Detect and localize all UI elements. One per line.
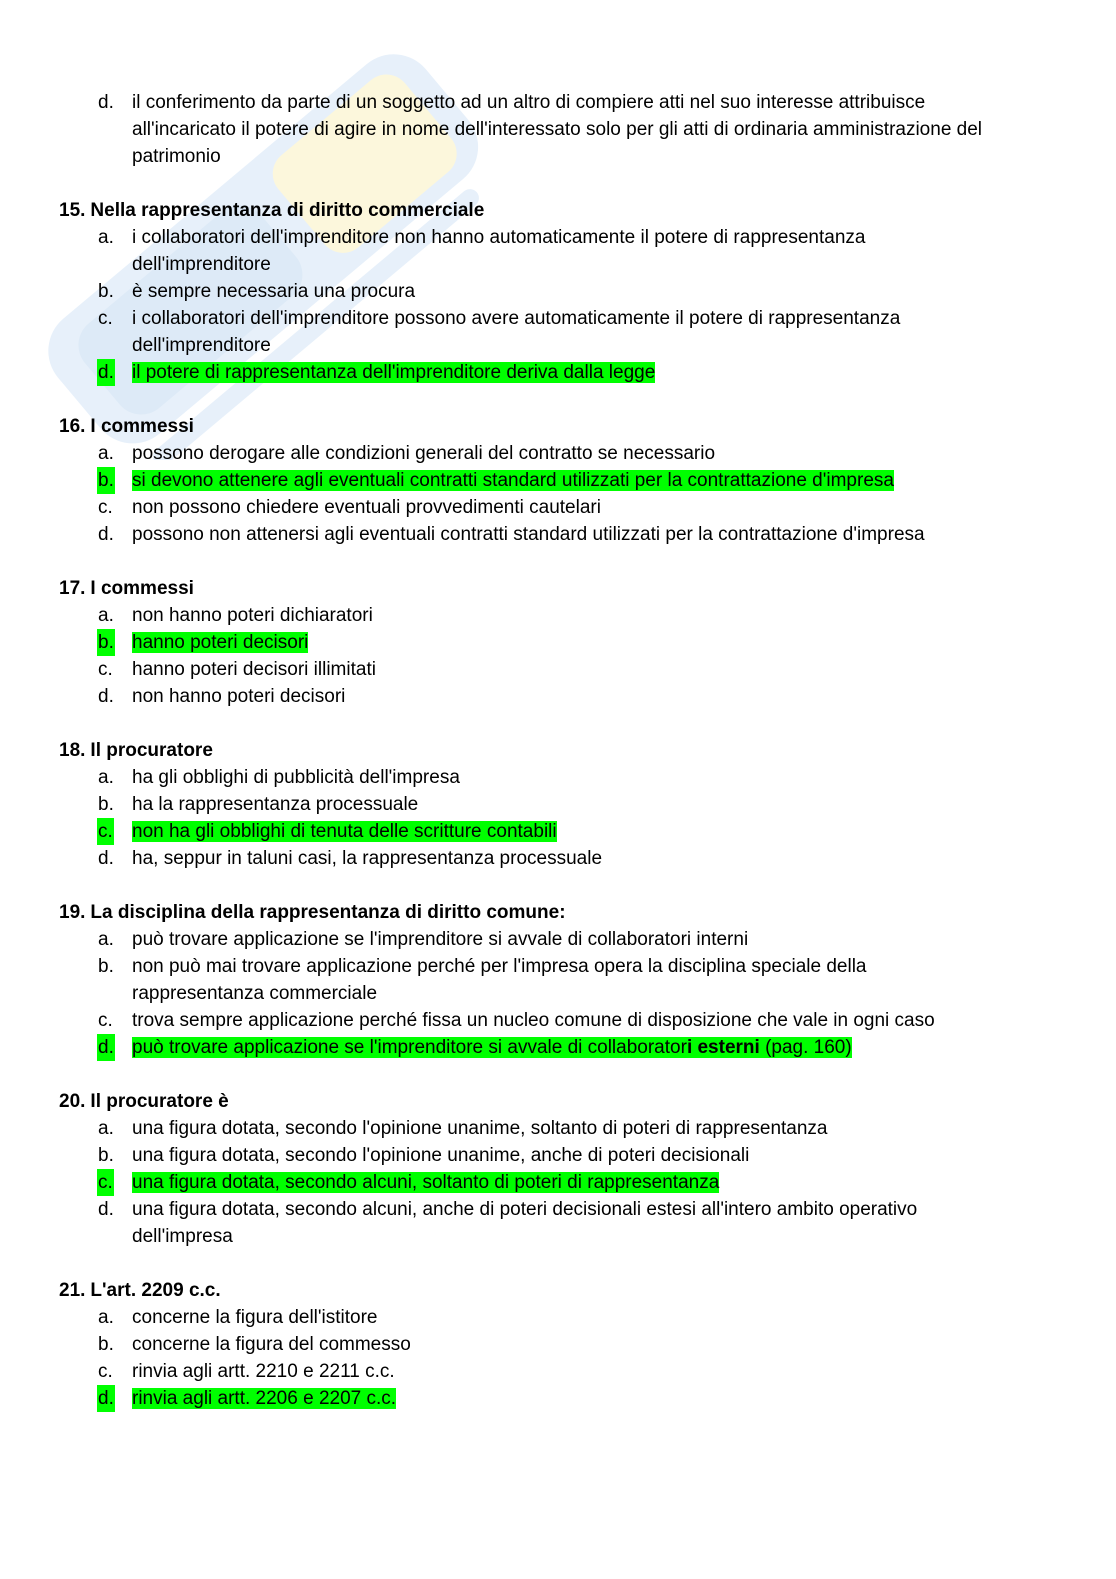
answer-option xyxy=(0,1196,1116,1250)
option-letter: c. xyxy=(98,1361,113,1382)
option-letter: d. xyxy=(98,524,114,545)
option-letter: a. xyxy=(98,1307,114,1328)
option-letter: b. xyxy=(98,1334,114,1355)
option-text xyxy=(132,1358,1116,1385)
option-text-line xyxy=(132,818,1116,845)
option-letter: c. xyxy=(98,497,113,518)
option-line-text: una figura dotata, secondo alcuni, anche di poteri decisionali estesi all'intero ambito operativo xyxy=(132,1199,918,1220)
option-text xyxy=(132,1385,1116,1412)
option-text-line xyxy=(132,359,1116,386)
option-letter: b. xyxy=(98,281,114,302)
option-text xyxy=(132,89,1116,170)
option-text xyxy=(132,629,1116,656)
question-block xyxy=(0,413,1116,548)
option-line-text: dell'imprenditore xyxy=(132,254,271,275)
option-text xyxy=(132,1169,1116,1196)
answer-option xyxy=(0,305,1116,359)
option-text xyxy=(132,656,1116,683)
option-text-line xyxy=(132,629,1116,656)
option-line-text: il potere di rappresentanza dell'imprenditore deriva dalla legge xyxy=(132,362,656,383)
option-text xyxy=(132,845,1116,872)
option-line-text: hanno poteri decisori xyxy=(132,632,309,653)
answer-option xyxy=(0,1358,1116,1385)
question-number: 21. xyxy=(59,1280,86,1301)
answer-option xyxy=(0,683,1116,710)
question-list xyxy=(0,197,1116,1412)
answer-option xyxy=(0,89,1116,170)
question-number: 17. xyxy=(59,578,86,599)
answer-option xyxy=(0,1115,1116,1142)
question-number: 16. xyxy=(59,416,86,437)
answer-option xyxy=(0,791,1116,818)
option-letter: d. xyxy=(97,1034,115,1061)
question-heading xyxy=(0,575,1116,602)
option-text xyxy=(132,224,1116,278)
option-line-text: rinvia agli artt. 2210 e 2211 c.c. xyxy=(132,1361,395,1382)
option-text-line xyxy=(132,1358,1116,1385)
question-title: L'art. 2209 c.c. xyxy=(90,1280,221,1301)
answer-option xyxy=(0,494,1116,521)
option-text xyxy=(132,683,1116,710)
option-letter: c. xyxy=(98,308,113,329)
answer-option xyxy=(0,521,1116,548)
option-text-line xyxy=(132,278,1116,305)
option-letter: b. xyxy=(98,956,114,977)
answer-option-correct xyxy=(0,1169,1116,1196)
option-line-text: i collaboratori dell'imprenditore possono avere automaticamente il potere di rappresentanza xyxy=(132,308,901,329)
option-text xyxy=(132,494,1116,521)
option-line-text: può trovare applicazione se l'imprenditore si avvale di collaboratori interni xyxy=(132,929,749,950)
option-letter: a. xyxy=(98,605,114,626)
option-letter: b. xyxy=(98,1145,114,1166)
option-line-text: dell'impresa xyxy=(132,1226,233,1247)
option-line-text: è sempre necessaria una procura xyxy=(132,281,416,302)
option-text xyxy=(132,1034,1116,1061)
option-text-line xyxy=(132,1223,1116,1250)
question-title: Il procuratore xyxy=(90,740,213,761)
option-line-text: ha la rappresentanza processuale xyxy=(132,794,419,815)
answer-option-correct xyxy=(0,1385,1116,1412)
question-heading xyxy=(0,899,1116,926)
option-text xyxy=(132,1142,1116,1169)
question-block xyxy=(0,1088,1116,1250)
option-line-text: hanno poteri decisori illimitati xyxy=(132,659,376,680)
question-block xyxy=(0,737,1116,872)
option-text xyxy=(132,1007,1116,1034)
option-letter: c. xyxy=(98,1010,113,1031)
previous-question-continuation xyxy=(0,89,1116,170)
option-text-line xyxy=(132,332,1116,359)
option-text-line xyxy=(132,116,1116,143)
option-text xyxy=(132,1115,1116,1142)
option-line-text: ha, seppur in taluni casi, la rappresentanza processuale xyxy=(132,848,603,869)
option-letter: d. xyxy=(97,1385,115,1412)
question-title: Nella rappresentanza di diritto commerciale xyxy=(90,200,485,221)
option-line-text: non hanno poteri decisori xyxy=(132,686,346,707)
question-block xyxy=(0,1277,1116,1412)
option-line-text: una figura dotata, secondo alcuni, soltanto di poteri di rappresentanza xyxy=(132,1172,720,1193)
option-line-text: non ha gli obblighi di tenuta delle scritture contabili xyxy=(132,821,557,842)
option-letter: d. xyxy=(97,359,115,386)
option-line-text: rinvia agli artt. 2206 e 2207 c.c. xyxy=(132,1388,397,1409)
question-heading xyxy=(0,1088,1116,1115)
question-title: La disciplina della rappresentanza di diritto comune: xyxy=(90,902,566,923)
option-text-line xyxy=(132,1007,1116,1034)
option-line-text: concerne la figura dell'istitore xyxy=(132,1307,378,1328)
question-block xyxy=(0,899,1116,1061)
option-line-text: non hanno poteri dichiaratori xyxy=(132,605,373,626)
answer-option-correct xyxy=(0,359,1116,386)
option-text-line xyxy=(132,953,1116,980)
option-text-line xyxy=(132,1142,1116,1169)
answer-option-correct xyxy=(0,1034,1116,1061)
question-heading xyxy=(0,737,1116,764)
option-text-line xyxy=(132,1034,1116,1061)
option-text-line xyxy=(132,89,1116,116)
option-line-text: dell'imprenditore xyxy=(132,335,271,356)
option-letter: c. xyxy=(97,818,114,845)
option-text xyxy=(132,953,1116,1007)
option-text xyxy=(132,926,1116,953)
option-text-line xyxy=(132,656,1116,683)
option-text-line xyxy=(132,1196,1116,1223)
question-title: I commessi xyxy=(90,416,194,437)
option-text xyxy=(132,1331,1116,1358)
option-text-line xyxy=(132,251,1116,278)
answer-option xyxy=(0,953,1116,1007)
option-text-line xyxy=(132,521,1116,548)
option-line-text: concerne la figura del commesso xyxy=(132,1334,411,1355)
option-text-line xyxy=(132,926,1116,953)
option-line-text: patrimonio xyxy=(132,146,221,167)
option-text-line xyxy=(132,1169,1116,1196)
question-block xyxy=(0,575,1116,710)
option-text-line xyxy=(132,467,1116,494)
question-number: 19. xyxy=(59,902,86,923)
question-heading xyxy=(0,413,1116,440)
option-letter: d. xyxy=(98,92,114,113)
option-letter: b. xyxy=(98,794,114,815)
option-line-text: rappresentanza commerciale xyxy=(132,983,378,1004)
option-text xyxy=(132,305,1116,359)
option-text xyxy=(132,602,1116,629)
answer-option xyxy=(0,278,1116,305)
option-line-text: possono non attenersi agli eventuali contratti standard utilizzati per la contrattazione d'impresa xyxy=(132,524,925,545)
option-text xyxy=(132,1196,1116,1250)
option-text-line xyxy=(132,602,1116,629)
option-line-text: non può mai trovare applicazione perché per l'impresa opera la disciplina speciale della xyxy=(132,956,867,977)
option-text-line xyxy=(132,143,1116,170)
option-letter: a. xyxy=(98,443,114,464)
answer-option xyxy=(0,1142,1116,1169)
answer-option xyxy=(0,602,1116,629)
option-letter: a. xyxy=(98,227,114,248)
option-letter: a. xyxy=(98,1118,114,1139)
option-line-text: trova sempre applicazione perché fissa un nucleo comune di disposizione che vale in ogni caso xyxy=(132,1010,935,1031)
option-text-line xyxy=(132,1304,1116,1331)
answer-option-correct xyxy=(0,467,1116,494)
question-heading xyxy=(0,1277,1116,1304)
option-line-text: una figura dotata, secondo l'opinione unanime, soltanto di poteri di rappresentanza xyxy=(132,1118,828,1139)
question-heading xyxy=(0,197,1116,224)
option-letter: b. xyxy=(97,467,115,494)
option-line-text: ha gli obblighi di pubblicità dell'impresa xyxy=(132,767,460,788)
bold-text-segment: i esterni xyxy=(686,1037,760,1058)
answer-option xyxy=(0,764,1116,791)
option-text xyxy=(132,764,1116,791)
text-segment: può trovare applicazione se l'imprenditore si avvale di collaborator xyxy=(132,1037,687,1058)
option-text-line xyxy=(132,980,1116,1007)
option-letter: a. xyxy=(98,929,114,950)
option-line-text: i collaboratori dell'imprenditore non hanno automaticamente il potere di rappresentanza xyxy=(132,227,866,248)
answer-option xyxy=(0,656,1116,683)
option-line-text xyxy=(132,1037,852,1058)
question-number: 20. xyxy=(59,1091,86,1112)
option-text xyxy=(132,467,1116,494)
option-text-line xyxy=(132,845,1116,872)
option-text xyxy=(132,1304,1116,1331)
option-text-line xyxy=(132,305,1116,332)
option-line-text: il conferimento da parte di un soggetto ad un altro di compiere atti nel suo interesse attribuisce xyxy=(132,92,926,113)
option-text-line xyxy=(132,683,1116,710)
option-text xyxy=(132,791,1116,818)
option-text-line xyxy=(132,1385,1116,1412)
option-text xyxy=(132,521,1116,548)
option-text xyxy=(132,359,1116,386)
option-letter: d. xyxy=(98,848,114,869)
question-title: Il procuratore è xyxy=(90,1091,229,1112)
option-letter: a. xyxy=(98,767,114,788)
option-line-text: una figura dotata, secondo l'opinione unanime, anche di poteri decisionali xyxy=(132,1145,750,1166)
option-line-text: all'incaricato il potere di agire in nome dell'interessato solo per gli atti di ordinaria amministrazione del xyxy=(132,119,983,140)
text-segment: (pag. 160) xyxy=(759,1037,852,1058)
option-text-line xyxy=(132,791,1116,818)
question-number: 15. xyxy=(59,200,86,221)
answer-option-correct xyxy=(0,818,1116,845)
option-text xyxy=(132,278,1116,305)
option-line-text: possono derogare alle condizioni generali del contratto se necessario xyxy=(132,443,716,464)
answer-option xyxy=(0,1007,1116,1034)
option-text-line xyxy=(132,1331,1116,1358)
option-text-line xyxy=(132,764,1116,791)
answer-option xyxy=(0,440,1116,467)
option-text xyxy=(132,440,1116,467)
option-text-line xyxy=(132,440,1116,467)
option-text-line xyxy=(132,494,1116,521)
option-line-text: non possono chiedere eventuali provvedimenti cautelari xyxy=(132,497,601,518)
answer-option-correct xyxy=(0,629,1116,656)
option-letter: c. xyxy=(98,659,113,680)
option-letter: d. xyxy=(98,1199,114,1220)
question-block xyxy=(0,197,1116,386)
option-text xyxy=(132,818,1116,845)
option-letter: d. xyxy=(98,686,114,707)
option-text-line xyxy=(132,224,1116,251)
answer-option xyxy=(0,926,1116,953)
option-text-line xyxy=(132,1115,1116,1142)
answer-option xyxy=(0,1331,1116,1358)
option-letter: b. xyxy=(97,629,115,656)
option-line-text: si devono attenere agli eventuali contratti standard utilizzati per la contrattazione d'impresa xyxy=(132,470,894,491)
question-title: I commessi xyxy=(90,578,194,599)
option-letter: c. xyxy=(97,1169,114,1196)
answer-option xyxy=(0,845,1116,872)
question-number: 18. xyxy=(59,740,86,761)
answer-option xyxy=(0,224,1116,278)
answer-option xyxy=(0,1304,1116,1331)
